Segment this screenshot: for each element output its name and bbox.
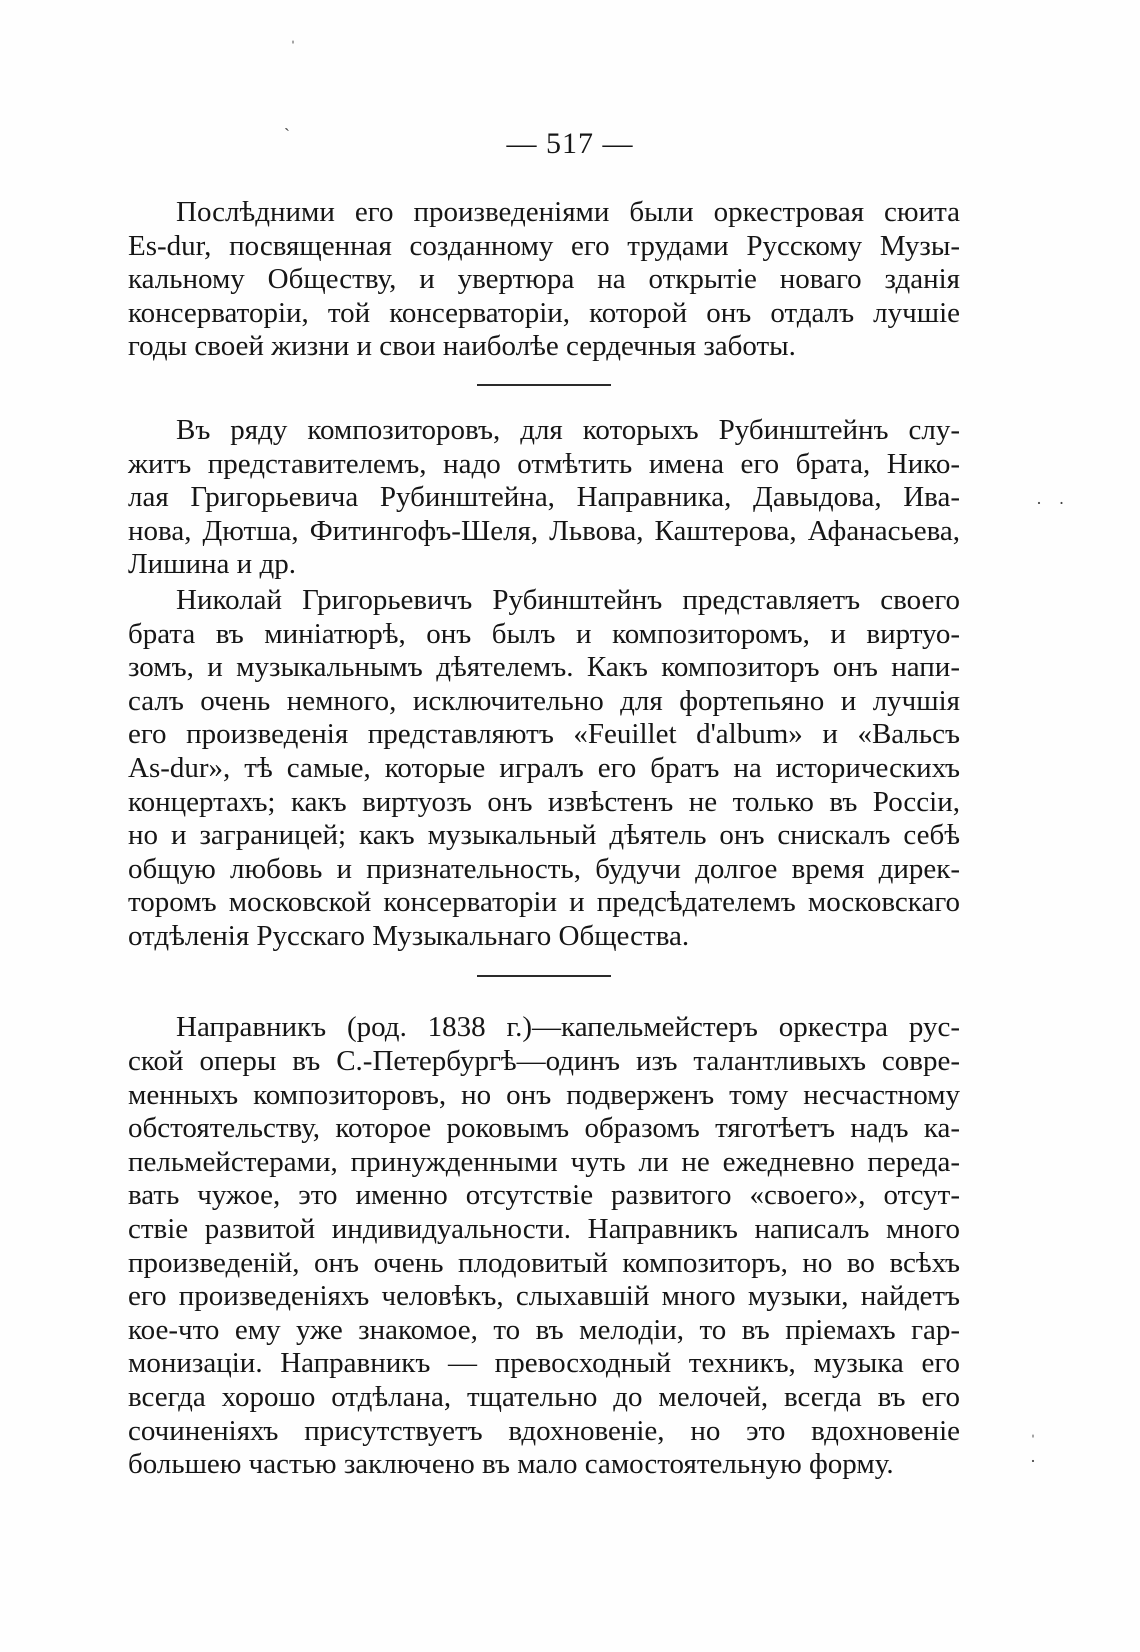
- text-line: ской оперы въ С.-Петербургѣ—одинъ изъ талантливыхъ совре-: [128, 1045, 960, 1078]
- scan-speck: ·: [1030, 1451, 1036, 1471]
- text-line: Лишина и др.: [128, 548, 296, 581]
- text-line: концертахъ; какъ виртуозъ онъ извѣстенъ не только въ Россіи,: [128, 785, 960, 818]
- text-line: но и заграницей; какъ музыкальный дѣятель онъ снискалъ себѣ: [128, 819, 960, 852]
- text-line: монизаціи. Направникъ — превосходный техникъ, музыка его: [128, 1347, 960, 1380]
- text-line: консерваторіи, той консерваторіи, которой онъ отдалъ лучшіе: [128, 296, 960, 329]
- text-line: большею частью заключено въ мало самостоятельную форму.: [128, 1448, 894, 1481]
- paragraph-napravnik: [128, 1011, 960, 1481]
- text-line: годы своей жизни и свои наиболѣе сердечныя заботы.: [128, 330, 796, 363]
- text-line: сочиненіяхъ присутствуетъ вдохновеніе, но это вдохновеніе: [128, 1414, 960, 1447]
- text-line: его произведенія представляютъ «Feuillet d'album» и «Вальсъ: [128, 718, 960, 751]
- text-line: кальному Обществу, и увертюра на открытіе новаго зданія: [128, 263, 960, 296]
- text-line: Послѣдними его произведеніями были оркестровая сюита: [176, 196, 960, 228]
- scan-speck: ˋ: [284, 125, 290, 145]
- text-line: As-dur», тѣ самые, которые игралъ его братъ на историческихъ: [128, 751, 960, 784]
- text-line: нова, Дютша, Фитингофъ-Шеля, Львова, Каштерова, Афанасьева,: [128, 514, 960, 547]
- scan-speck: · ·: [1036, 493, 1071, 513]
- text-line: всегда хорошо отдѣлана, тщательно до мелочей, всегда въ его: [128, 1381, 960, 1413]
- paragraph-composers-list: [128, 414, 960, 582]
- paragraph-last-works: [128, 196, 960, 364]
- text-line: Въ ряду композиторовъ, для которыхъ Рубинштейнъ слу-: [176, 413, 960, 446]
- text-line: брата въ миніатюрѣ, онъ былъ и композиторомъ, и виртуо-: [128, 617, 960, 650]
- text-line: вать чужое, это именно отсутствіе развитого «своего», отсут-: [128, 1179, 960, 1212]
- text-line: Николай Григорьевичъ Рубинштейнъ представляетъ своего: [176, 583, 960, 616]
- text-line: лая Григорьевича Рубинштейна, Направника, Давыдова, Ива-: [128, 481, 960, 514]
- text-line: произведеній, онъ очень плодовитый композиторъ, но во всѣхъ: [128, 1246, 960, 1279]
- page-body: [128, 196, 960, 1482]
- text-line: обстоятельству, которое роковымъ образомъ тяготѣетъ надъ ка-: [128, 1112, 960, 1145]
- text-line: отдѣленія Русскаго Музыкальнаго Общества.: [128, 919, 690, 952]
- text-line: житъ представителемъ, надо отмѣтить имена его брата, Нико-: [128, 447, 960, 480]
- text-line: общую любовь и признательность, будучи долгое время дирек-: [128, 852, 960, 885]
- text-line: Es-dur, посвященная созданному его трудами Русскому Музы-: [128, 229, 960, 262]
- text-line: Направникъ (род. 1838 г.)—капельмейстеръ оркестра рус-: [176, 1011, 960, 1044]
- page-number: — 517 —: [506, 127, 634, 160]
- paragraph-nikolai-rubinstein: [128, 584, 960, 954]
- text-line: зомъ, и музыкальнымъ дѣятелемъ. Какъ композиторъ онъ напи-: [128, 651, 960, 684]
- scan-speck: ˈ: [290, 37, 296, 57]
- section-divider: [477, 384, 611, 386]
- scan-speck: ˈ: [1030, 1431, 1036, 1451]
- text-line: кое-что ему уже знакомое, то въ мелодіи, то въ пріемахъ гар-: [128, 1313, 960, 1346]
- text-line: ствіе развитой индивидуальности. Направникъ написалъ много: [128, 1213, 960, 1246]
- text-line: менныхъ композиторовъ, но онъ подверженъ тому несчастному: [128, 1078, 960, 1111]
- text-line: пельмейстерами, принужденными чуть ли не ежедневно переда-: [128, 1145, 960, 1178]
- text-line: салъ очень немного, исключительно для фортепьяно и лучшія: [128, 684, 960, 717]
- text-line: торомъ московской консерваторіи и предсѣдателемъ московскаго: [128, 886, 960, 919]
- section-divider: [477, 975, 611, 977]
- text-line: его произведеніяхъ человѣкъ, слыхавшій много музыки, найдетъ: [128, 1280, 960, 1313]
